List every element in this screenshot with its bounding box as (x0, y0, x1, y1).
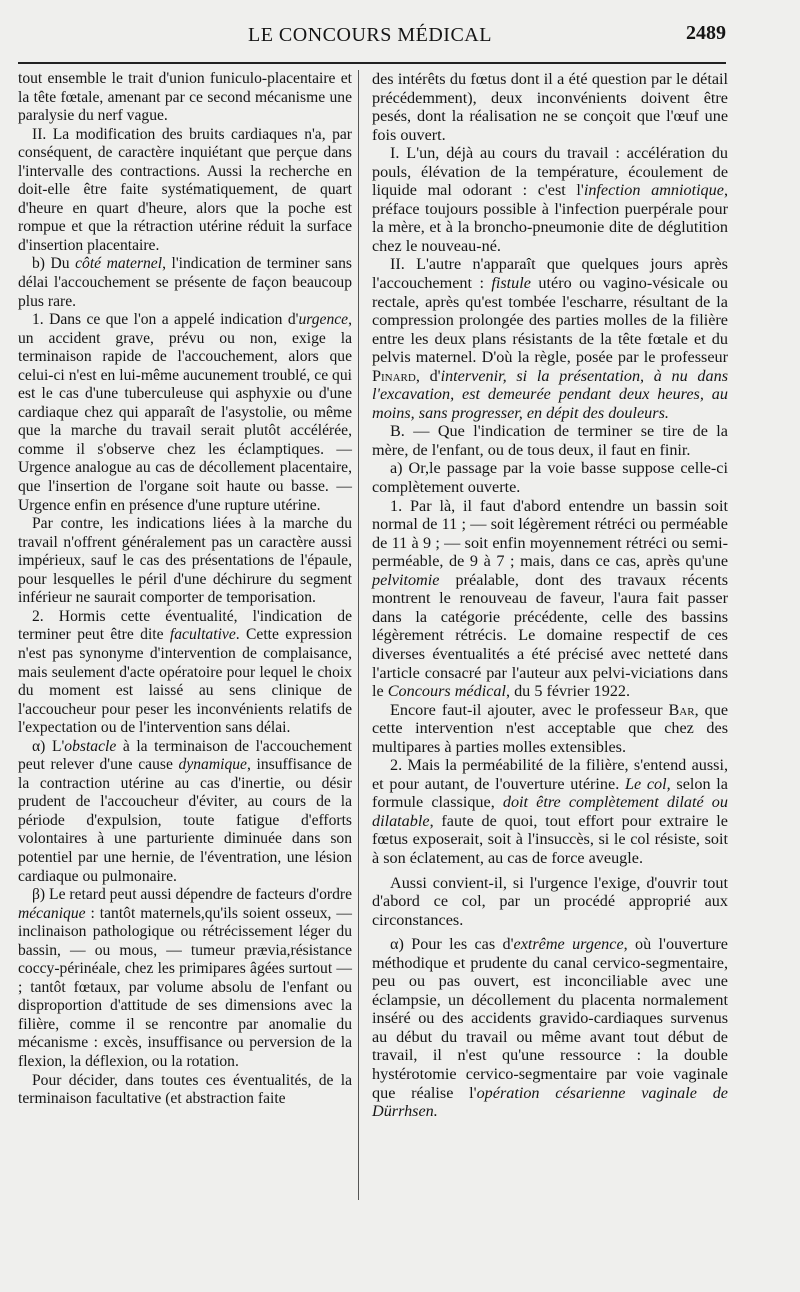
paragraph: 1. Dans ce que l'on a appelé indication d'urgence, un accident grave, prévu ou non, exige la terminaison rapide de l'accouchement, alors que celui-ci n'est en lui-même aucunement troublé, ce qui est le cas d'une tuberculeuse qui asphyxie ou d'une cardiaque chez qui apparaît de l'asystolie, ou même que la marche du travail serait plutôt accélérée, comme il s'observe chez les éclamptiques. — Urgence analogue au cas de décollement placentaire, que l'insertion de l'organe soit haute ou basse. — Urgence enfin en présence d'une rupture utérine. (18, 311, 352, 514)
paragraph: α) L'obstacle à la terminaison de l'accouchement peut relever d'une cause dynamique, insuffisance de la contraction utérine au cas d'inertie, ou désir prudent de l'accoucheur d'éviter, au cours de la période d'expulsion, toute fatigue d'efforts volontaires à une parturiente diminuée dans son potentiel par une hernie, de l'éventration, une lésion cardiaque ou pulmonaire. (18, 737, 352, 885)
header-rule (18, 62, 726, 64)
column-divider (358, 70, 359, 1200)
paragraph: 2. Hormis cette éventualité, l'indication de terminer peut être dite facultative. Cette expression n'est pas synonyme d'intervention de complaisance, mais seulement d'acte opératoire pour lequel le choix du moment est laissé au sens clinique de l'accoucheur pour peser les inconvénients relatifs de l'expectation ou de l'intervention sans délai. (18, 607, 352, 737)
paragraph: Aussi convient-il, si l'urgence l'exige, d'ouvrir tout d'abord ce col, par un procédé approprié aux circonstances. (372, 873, 728, 929)
paragraph: 2. Mais la perméabilité de la filière, s'entend aussi, et pour autant, de l'ouverture utérine. Le col, selon la formule classique, doit être complètement dilaté ou dilatable, faute de quoi, tout effort pour extraire le fœtus exposerait, soit à l'insuccès, si le col résiste, soit à son éclatement, au cas de force aveugle. (372, 756, 728, 867)
paragraph: Pour décider, dans toutes ces éventualités, de la terminaison facultative (et abstraction faite (18, 1071, 352, 1108)
paragraph: II. La modification des bruits cardiaques n'a, par conséquent, de caractère inquiétant que perçue dans l'intervalle des contractions. Aussi la recherche en doit-elle être faite systématiquement, de quart d'heure en quart d'heure, alors que la poche est rompue et que la rétraction utérine réduit la surface d'insertion placentaire. (18, 125, 352, 254)
paragraph: α) Pour les cas d'extrême urgence, où l'ouverture méthodique et prudente du canal cervico-segmentaire, peu ou pas ouvert, est inconciliable avec une éclampsie, un décollement du placenta normalement inséré ou des accidents gravido-cardiaques survenus au début du travail ou même avant tout début de travail, il n'est qu'une ressource : la double hystérotomie cervico-segmentaire par voie vaginale que réalise l'opération césarienne vaginale de Dürrhsen. (372, 935, 728, 1121)
paragraph: I. L'un, déjà au cours du travail : accélération du pouls, élévation de la température, écoulement de liquide mal odorant : c'est l'infection amniotique, préface toujours possible à l'infection puerpérale pour la mère, et à la broncho-pneumonie dite de déglutition chez le nouveau-né. (372, 144, 728, 255)
paragraph: des intérêts du fœtus dont il a été question par le détail précédemment), deux inconvénients doivent être pesés, dont la réalisation ne se conçoit que l'œuf une fois ouvert. (372, 70, 728, 144)
paragraph: a) Or,le passage par la voie basse suppose celle-ci complètement ouverte. (372, 459, 728, 497)
paragraph: Par contre, les indications liées à la marche du travail n'offrent généralement pas un caractère aussi impérieux, sauf le cas des présentations de l'épaule, pour lesquelles le péril d'une déchirure du segment inférieur ne saurait comporter de temporisation. (18, 515, 352, 607)
running-title: LE CONCOURS MÉDICAL (248, 24, 492, 46)
paragraph: Encore faut-il ajouter, avec le professeur Bar, que cette intervention n'est acceptable que chez des multipares à parties molles extensibles. (372, 700, 728, 756)
paragraph: II. L'autre n'apparaît que quelques jours après l'accouchement : fistule utéro ou vagino-vésicale ou rectale, après qu'est tombée l'escharre, résultant de la compression prolongée des parties molles de la filière entre les deux plans résistants de la tête fœtale et du pelvis maternel. D'où la règle, posée par le professeur Pinard, d'intervenir, si la présentation, à nu dans l'excavation, est demeurée pendant deux heures, au moins, sans progresser, en dépit des douleurs. (372, 255, 729, 422)
page-number: 2489 (686, 22, 726, 44)
paragraph: 1. Par là, il faut d'abord entendre un bassin soit normal de 11 ; — soit légèrement rétréci ou perméable de 11 à 9 ; — soit enfin moyennement rétréci ou semi-perméable, de 9 à 7 ; mais, dans ce cas, après qu'une pelvitomie préalable, dont des travaux récents montrent le renouveau de faveur, l'aura fait passer dans la catégorie précédente, celle des bassins légèrement rétrécis. Le domaine respectif de ces diverses éventualités a été précisé avec netteté dans l'article consacré par l'auteur aux pelvi-viciations dans le Concours médical, du 5 février 1922. (372, 496, 728, 701)
left-column (18, 70, 352, 1109)
right-column (372, 70, 728, 1121)
page-header (18, 24, 726, 54)
paragraph: β) Le retard peut aussi dépendre de facteurs d'ordre mécanique : tantôt maternels,qu'ils soient osseux, — inclinaison pathologique ou rétrécissement léger du bassin, — ou mous, — tumeur prævia,résistance coccy-périnéale, chez les primipares âgées surtout — ; tantôt fœtaux, par volume absolu de l'enfant ou disproportion d'attitude de ses dimensions avec la filière, comme il se rencontre par anomalie du mécanisme : excès, insuffisance ou perversion de la flexion, la déflexion, ou la rotation. (18, 886, 352, 1070)
paragraph: B. — Que l'indication de terminer se tire de la mère, de l'enfant, ou de tous deux, il faut en finir. (372, 422, 728, 459)
paragraph: b) Du côté maternel, l'indication de terminer sans délai l'accouchement se présente de façon beaucoup plus rare. (18, 255, 352, 310)
paragraph: tout ensemble le trait d'union funiculo-placentaire et la tête fœtale, amenant par ce second mécanisme une paralysie du nerf vague. (18, 70, 352, 125)
